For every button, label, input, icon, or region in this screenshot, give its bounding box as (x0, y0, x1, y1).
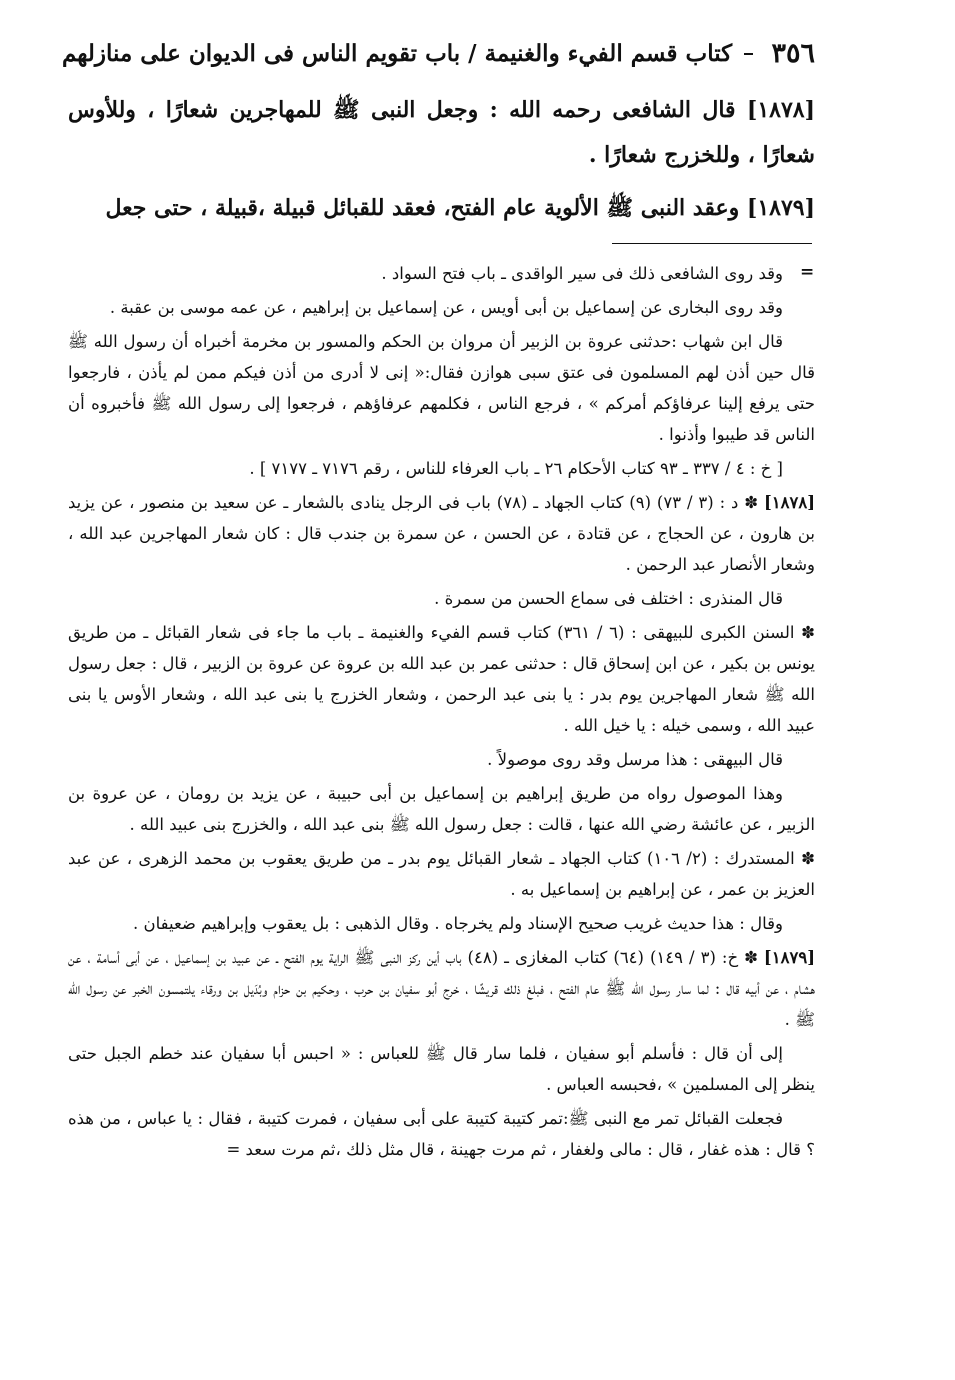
page-header (62, 38, 815, 69)
footnote-separator (612, 243, 812, 244)
main-paragraph-1879: [١٨٧٩] وعقد النبى ﷺ الألوية عام الفتح، فعقد للقبائل قبيلة ،قبيلة ، حتى جعل (105, 195, 815, 221)
running-title: كتاب قسم الفيء والغنيمة / باب تقويم الناس فى الديوان على منازلهم (62, 40, 733, 67)
note-paragraph: ✽ المستدرك : (٢/ ١٠٦) كتاب الجهاد ـ شعار القبائل يوم بدر ـ من طريق يعقوب بن محمد الزهرى ، عن عبد العزيز بن عمر ، عن إبراهيم بن إسماعيل به . (68, 849, 815, 899)
main-text (68, 88, 815, 239)
note-paragraph: ✽ خ: (٣ / ١٤٩) (٦٤) كتاب المغازى ـ (٤٨) باب أين ركز النبى ﷺ الراية يوم الفتح ـ عن عبيد بن إسماعيل ، عن أبى أسامة ، عن هشام ، عن أبيه قال : لما سار رسول الله ﷺ عام الفتح ، فبلغ ذلك قريشًا ، خرج أبو سفيان بن حرب ، وحكيم بن حزام وبُدَيل بن ورقاء يلتمسون الخبر عن رسول الله ﷺ . (68, 948, 815, 1029)
continuation-mark: = (800, 262, 815, 282)
note-paragraph: وقال : هذا حديث غريب صحيح الإسناد ولم يخرجاه . وقال الذهبى : بل يعقوب وإبراهيم ضعيفان . (133, 914, 783, 933)
page-number: ٣٥٦ (771, 38, 815, 69)
note-ref-1879: [١٨٧٩] (763, 948, 815, 967)
footnotes (68, 258, 815, 1168)
main-paragraph-1878: [١٨٧٨] قال الشافعى رحمه الله : وجعل النبى ﷺ للمهاجرين شعارًا ، وللأوس شعارًا ، وللخزرج شعارًا . (68, 97, 815, 168)
note-paragraph: وقد روى الشافعى ذلك فى سير الواقدى ـ باب فتح السواد . (381, 264, 783, 283)
note-paragraph: وهذا الموصول رواه من طريق إبراهيم بن إسماعيل بن أبى حبيبة ، عن يزيد بن رومان ، عن عروة بن الزبير ، عن عائشة رضي الله عنها ، قالت : جعل رسول الله ﷺ بنى عبد الله ، والخزرج بنى عبيد الله . (68, 784, 815, 834)
note-paragraph: قال المنذرى : اختلف فى سماع الحسن من سمرة . (434, 589, 783, 608)
note-paragraph: قال ابن شهاب :حدثنى عروة بن الزبير أن مروان بن الحكم والمسور بن مخرمة أخبراه أن رسول الله ﷺ قال حين أذن لهم المسلمون فى عتق سبى هوازن فقال:« إنى لا أدرى من أذن فيكم ممن لم يأذن ، فارجعوا حتى يرفع إلينا عرفاؤكم أمركم » ، فرجع الناس ، فكلمهم عرفاؤهم ، فرجعوا إلى رسول الله ﷺ فأخبروه أن الناس قد طيبوا وأذنوا . (68, 332, 815, 444)
note-1878 (68, 487, 815, 580)
note-ref-1878: [١٨٧٨] (763, 493, 816, 512)
note-paragraph: قال البيهقى : هذا مرسل وقد روى موصولاً . (487, 750, 783, 769)
note-1879 (68, 942, 815, 1035)
note-paragraph: وقد روى البخارى عن إسماعيل بن أبى أويس ، عن إسماعيل بن إبراهيم ، عن عمه موسى بن عقبة . (109, 298, 783, 317)
note-citation: [ خ : ٤ / ٣٣٧ ـ ٩٣ كتاب الأحكام ٢٦ ـ باب العرفاء للناس ، رقم ٧١٧٦ ـ ٧١٧٧ ] . (249, 459, 783, 478)
note-paragraph: ✽ السنن الكبرى للبيهقى : (٦ / ٣٦١) كتاب قسم الفيء والغنيمة ـ باب ما جاء فى شعار القبائل ـ من طريق يونس بن بكير ، عن ابن إسحاق قال : حدثنى عمر بن عبد الله بن عروة عن عروة بن الزبير ، قال : جعل رسول الله ﷺ شعار المهاجرين يوم بدر : يا بنى عبد الرحمن ، وشعار الخزرج يا بنى عبد الله ، وشعار الأوس يا بنى عبيد الله ، وسمى خيله : يا خيل الله . (68, 623, 815, 735)
note-paragraph: فجعلت القبائل تمر مع النبى ﷺ:تمر كتيبة كتيبة على أبى سفيان ، فمرت كتيبة ، فقال : يا عباس ، من هذه ؟ قال : هذه غفار ، قال : مالى ولغفار ، ثم مرت جهينة ، قال مثل ذلك ،ثم مرت سعد = (68, 1109, 815, 1159)
header-rule (744, 53, 753, 55)
note-paragraph: إلى أن قال : فأسلم أبو سفيان ، فلما سار قال ﷺ للعباس : « احبس أبا سفيان عند خطم الجبل حتى ينظر إلى المسلمين » ،فحبسه العباس . (68, 1044, 815, 1094)
note-paragraph: ✽ د : (٣ / ٧٣) (٩) كتاب الجهاد ـ (٧٨) باب فى الرجل ينادى بالشعار ـ عن سعيد بن منصور ، عن يزيد بن هارون ، عن الحجاج ، عن قتادة ، عن الحسن ، عن سمرة بن جندب قال : كان شعار المهاجرين عبد الله ، وشعار الأنصار عبد الرحمن . (68, 493, 815, 574)
